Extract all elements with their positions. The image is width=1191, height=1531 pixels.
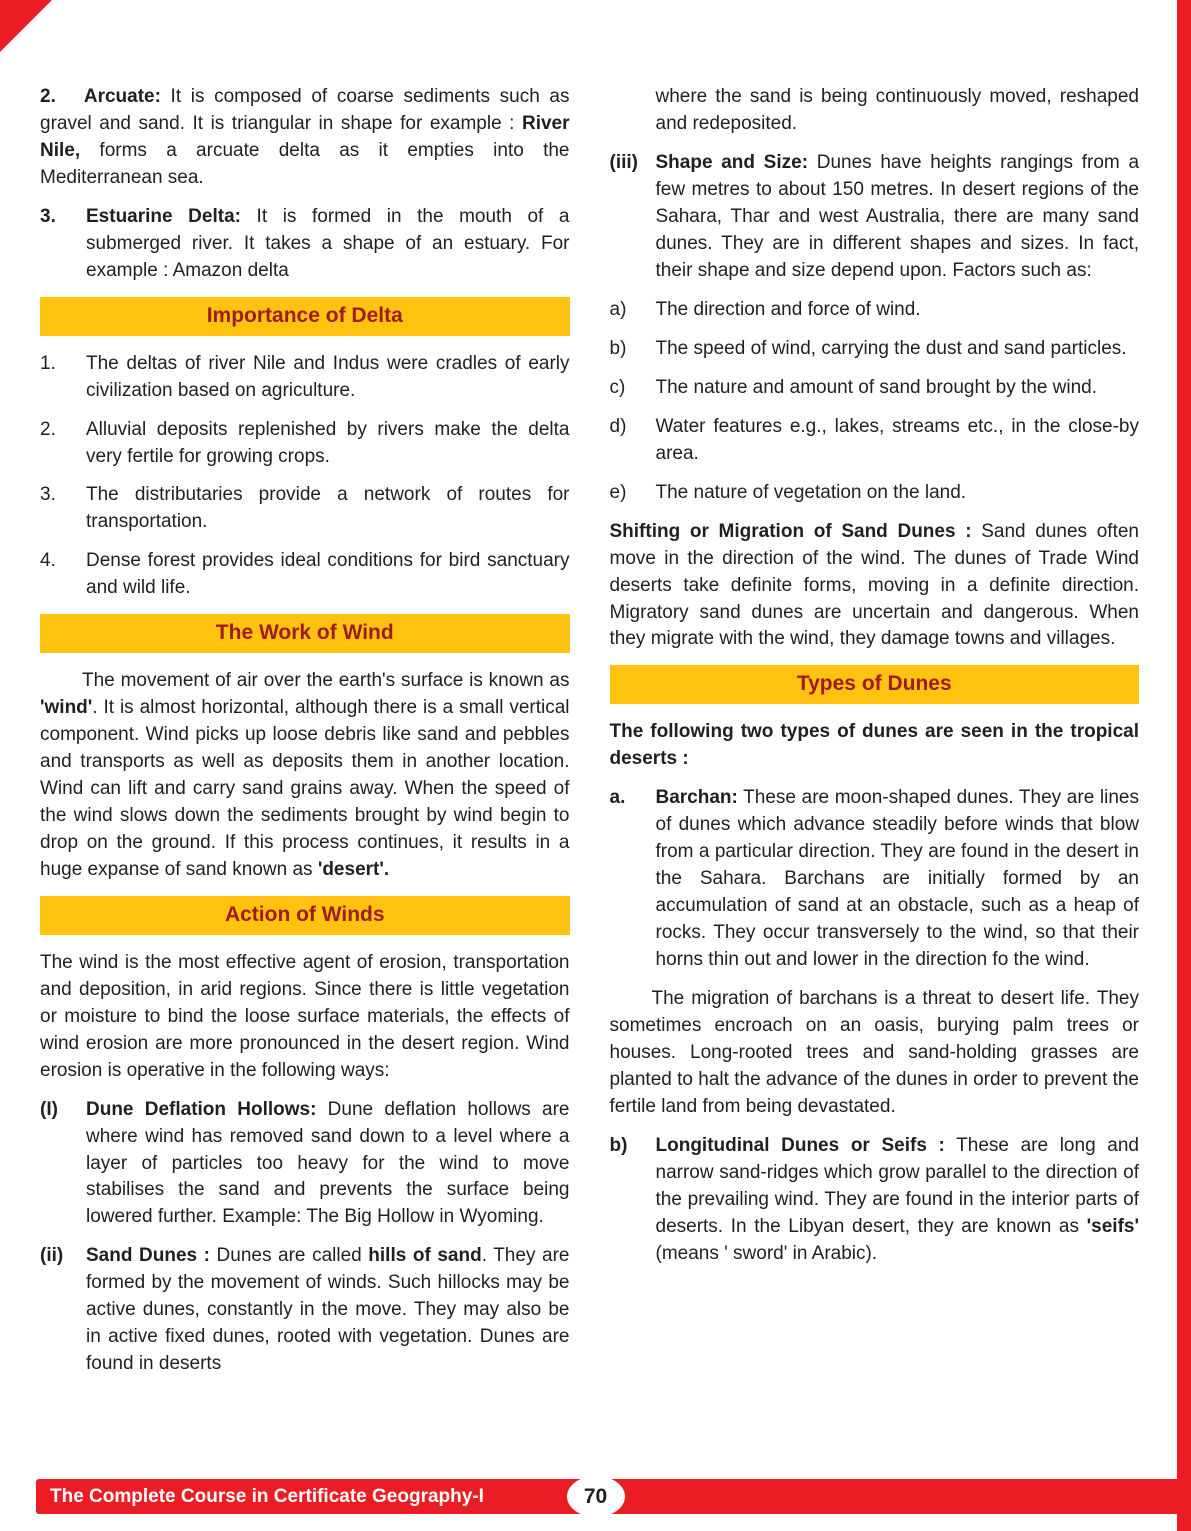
shape-and-size-item [610, 150, 1140, 285]
heading-text: Action of Winds [224, 902, 385, 926]
item-label: b) [609, 1134, 628, 1156]
list-text: Alluvial deposits replenished by rivers make the delta very fertile for growing crops. [86, 418, 570, 467]
action-paragraph: The wind is the most effective agent of erosion, transportation and deposition, in arid regions. Since there is little vegetation or moisture to bind the loose surface materials, the effects of wind erosion are more pronounced in the desert region. Wind erosion is operative in the following ways: [40, 951, 570, 1081]
delta-list-item [40, 548, 570, 602]
list-number: 1. [40, 352, 56, 374]
sand-dunes-item [40, 1243, 570, 1378]
factor-text: The speed of wind, carrying the dust and sand particles. [655, 337, 1127, 359]
list-number: 4. [40, 550, 56, 572]
heading-types-of-dunes [610, 665, 1140, 704]
footer-title: The Complete Course in Certificate Geography-I [50, 1485, 484, 1507]
page-number-badge [567, 1476, 625, 1517]
factor-text: The direction and force of wind. [655, 298, 921, 320]
heading-importance-of-delta [40, 297, 570, 336]
arcuate-number: 2. [40, 86, 56, 107]
list-number: 2. [40, 418, 56, 440]
migration-paragraph: The migration of barchans is a threat to desert life. They sometimes encroach on an oasis, burying palm trees or houses. Long-rooted trees and sand-holding grasses are planted to halt the advance of the dunes in order to prevent the fertile land from being devastated. [609, 987, 1139, 1117]
factor-text: The nature of vegetation on the land. [655, 481, 967, 503]
item-label: a. [609, 787, 626, 809]
list-text: Dense forest provides ideal conditions for bird sanctuary and wild life. [86, 550, 570, 599]
item-label: (I) [40, 1098, 58, 1120]
factor-item [610, 297, 1140, 324]
continuation-paragraph [610, 84, 1140, 138]
shifting-paragraph: Shifting or Migration of Sand Dunes : Sand dunes often move in the direction of the wind. The dunes of Trade Wind deserts take definite forms, moving in a definite direction. Migratory sand dunes are uncertain and dangerous. When they migrate with the wind, they damage towns and villages. [609, 520, 1139, 650]
item-label: (ii) [40, 1245, 64, 1267]
left-column [40, 84, 570, 1390]
factor-text: The nature and amount of sand brought by the wind. [655, 376, 1098, 398]
factor-item [610, 336, 1140, 363]
page-number: 70 [583, 1484, 608, 1508]
list-text: The distributaries provide a network of routes for transportation. [86, 484, 570, 533]
estuarine-text: Estuarine Delta: It is formed in the mouth of a submerged river. It takes a shape of an estuary. For example : Amazon delta [86, 205, 570, 281]
red-corner-decoration [0, 0, 52, 52]
types-intro: The following two types of dunes are seen in the tropical deserts : [609, 721, 1139, 770]
delta-list-item [40, 417, 570, 471]
factor-item [610, 375, 1140, 402]
heading-text: Importance of Delta [206, 303, 403, 327]
heading-text: Types of Dunes [796, 672, 952, 696]
longitudinal-text: Longitudinal Dunes or Seifs : These are long and narrow sand-ridges which grow parallel to the direction of the prevailing wind. They are found in the interior parts of deserts. In the Libyan desert, they are known as 'seifs' (means ' sword' in Arabic). [655, 1134, 1139, 1264]
delta-list-item [40, 482, 570, 536]
factor-letter: b) [609, 337, 627, 359]
arcuate-text: Arcuate: It is composed of coarse sediments such as gravel and sand. It is triangular in shape for example : River Nile, forms a arcuate delta as it empties into the Mediterranean sea. [40, 86, 570, 188]
spacer [610, 84, 656, 138]
sand-dunes-text: Sand Dunes : Dunes are called hills of sand. They are formed by the movement of winds. Such hillocks may be active dunes, constantly in the move. They may also be in active fixed dunes, rooted with vegetation. Dunes are found in deserts [86, 1245, 570, 1375]
continuation-text: where the sand is being continuously moved, reshaped and redeposited. [655, 86, 1139, 134]
delta-list-item [40, 351, 570, 405]
factor-text: Water features e.g., lakes, streams etc., in the close-by area. [655, 415, 1139, 464]
factor-item [610, 480, 1140, 507]
estuarine-item [40, 204, 570, 285]
heading-text: The Work of Wind [215, 621, 394, 645]
heading-action-of-winds [40, 896, 570, 935]
factor-letter: d) [609, 415, 627, 437]
list-number: 3. [40, 484, 56, 506]
item-label: (iii) [609, 151, 638, 173]
factor-letter: a) [609, 298, 627, 320]
dune-deflation-item [40, 1097, 570, 1232]
shape-and-size-text: Shape and Size: Dunes have heights rangings from a few metres to about 150 metres. In desert regions of the Sahara, Thar and west Australia, there are many sand dunes. They are in different shapes and sizes. In fact, their shape and size depend upon. Factors such as: [655, 151, 1140, 281]
barchan-text: Barchan: These are moon-shaped dunes. They are lines of dunes which advance steadily before winds that blow from a particular direction. They are found in the desert in the Sahara. Barchans are initially formed by an accumulation of sand at an obstacle, such as a heap of rocks. They occur transversely to the wind, so that their horns thin out and lower in the direction fo the wind. [655, 787, 1139, 970]
factor-item [610, 414, 1140, 468]
list-text: The deltas of river Nile and Indus were cradles of early civilization based on agriculture. [86, 352, 570, 401]
longitudinal-item [610, 1133, 1140, 1268]
red-edge-stripe [1177, 0, 1191, 1531]
factor-letter: e) [609, 481, 627, 503]
estuarine-number: 3. [40, 205, 56, 227]
barchan-item [610, 785, 1140, 974]
arcuate-item [40, 84, 570, 192]
wind-paragraph: The movement of air over the earth's surface is known as 'wind'. It is almost horizontal, although there is a small vertical component. Wind picks up loose debris like sand and pebbles and transports as well as deposits them in another location. Wind can lift and carry sand grains away. When the speed of the wind slows down the sediments brought by wind begin to drop on the ground. If this process continues, it results in a huge expanse of sand known as 'desert'. [40, 670, 570, 880]
dune-deflation-text: Dune Deflation Hollows: Dune deflation hollows are where wind has removed sand down to a level where a layer of particles too heavy for the wind to move stabilises the sand and prevents the surface being lowered further. Example: The Big Hollow in Wyoming. [86, 1098, 570, 1228]
factor-letter: c) [609, 376, 626, 398]
heading-the-work-of-wind [40, 614, 570, 653]
right-column [610, 84, 1140, 1390]
